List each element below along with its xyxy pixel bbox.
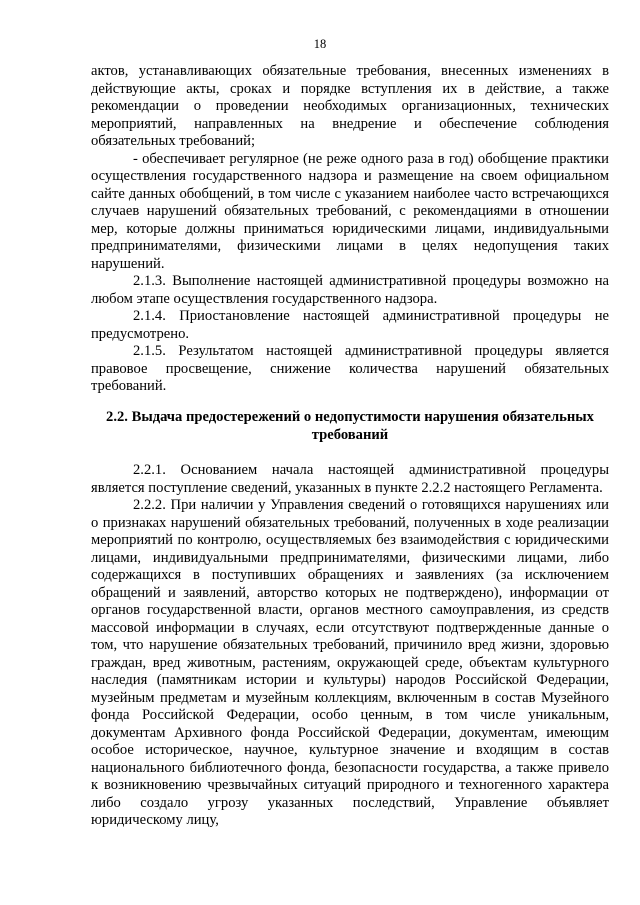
paragraph-2-1-5: 2.1.5. Результатом настоящей административной процедуры является правовое просвещение, снижение количества нарушений обязательных требований. [91, 343, 609, 394]
paragraph-2-1-4: 2.1.4. Приостановление настоящей административной процедуры не предусмотрено. [91, 308, 609, 342]
paragraph-acts-continuation: актов, устанавливающих обязательные требования, внесенных изменениях в действующие акты, сроках и порядке вступления их в действие, а также рекомендации о проведении необходимых организационных, технических мероприятий, направленных на внедрение и обеспечение соблюдения обязательных требований; [91, 63, 609, 149]
page-number: 18 [313, 37, 327, 51]
paragraph-practice-generalization: - обеспечивает регулярное (не реже одного раза в год) обобщение практики осуществления государственного надзора и размещение на своем официальном сайте данных обобщений, в том числе с указанием наиболее часто встречающихся случаев нарушений обязательных требований, с рекомендациями в отношении мер, которые должны приниматься юридическими лицами, индивидуальными предпринимателями, физическими лицами в целях недопущения таких нарушений. [91, 150, 609, 272]
paragraph-2-2-1: 2.2.1. Основанием начала настоящей административной процедуры является поступление сведений, указанных в пункте 2.2.2 настоящего Регламента. [91, 462, 609, 496]
section-2-2-body [91, 462, 609, 830]
section-2-1-continuation [91, 63, 609, 396]
paragraph-2-2-2: 2.2.2. При наличии у Управления сведений о готовящихся нарушениях или о признаках нарушений обязательных требований, полученных в ходе реализации мероприятий по контролю, осуществляемых без взаимодействия с юридическими лицами, индивидуальными предпринимателями, физическими лицами, либо содержащихся в поступивших обращениях и заявлениях (за исключением обращений и заявлений, авторство которых не подтверждено), информации от органов государственной власти, органов местного самоуправления, из средств массовой информации в случаях, если отсутствуют подтвержденные данные о том, что нарушение обязательных требований, причинило вред жизни, здоровью граждан, вред животным, растениям, окружающей среде, объектам культурного наследия (памятникам истории и культуры) народов Российской Федерации, музейным предметам и музейным коллекциям, включенным в состав Музейного фонда Российской Федерации, особо ценным, в том числе уникальным, документам Архивного фонда Российской Федерации, документам, имеющим особое историческое, научное, культурное значение и входящим в состав национального библиотечного фонда, безопасности государства, а также привело к возникновению чрезвычайных ситуаций природного и техногенного характера либо создало угрозу указанных последствий, Управление объявляет юридическому лицу, [91, 497, 609, 828]
paragraph-2-1-3: 2.1.3. Выполнение настоящей административной процедуры возможно на любом этапе осуществления государственного надзора. [91, 273, 609, 307]
section-heading-2-2: 2.2. Выдача предостережений о недопустимости нарушения обязательных требований [106, 409, 594, 443]
